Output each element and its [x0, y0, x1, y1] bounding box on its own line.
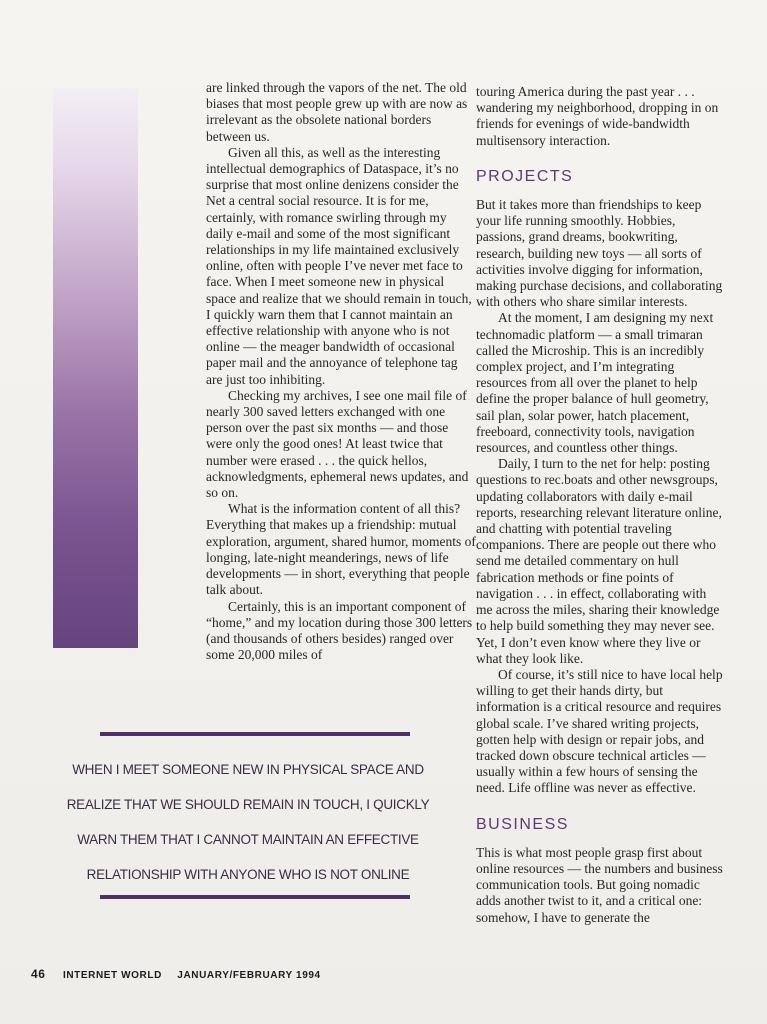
- body-paragraph: Certainly, this is an important component of “home,” and my location during those 300 letters (and thousands of others besides) ranged over some 20,000 miles of: [206, 598, 473, 663]
- body-paragraph: What is the information content of all this? Everything that makes up a friendship: mutual exploration, argument, shared humor, moments of longing, late-night meanderings, news of life developments — in short, everything that people talk about.: [206, 501, 476, 598]
- body-paragraph: Given all this, as well as the interesting intellectual demographics of Dataspace, it’s no surprise that most online denizens consider the Net a central social resource. It is for me, certainly, with romance swirling through my daily e-mail and some of the most significant relationships in my life maintained exclusively online, often with people I’ve never met face to face. When I meet someone new in physical space and realize that we should remain in touch, I quickly warn them that I cannot maintain an effective relationship with anyone who is not online — the meager bandwidth of occasional paper mail and the annoyance of telephone tag are just too inhibiting.: [206, 144, 472, 387]
- body-paragraph: Checking my archives, I see one mail file of nearly 300 saved letters exchanged with one person over the past six months — and those were only the good ones! At least twice that number were erased . . . the quick hellos, acknowledgments, ephemeral news updates, and so on.: [206, 387, 469, 501]
- decorative-gradient-bar: [53, 88, 138, 648]
- issue-date: JANUARY/FEBRUARY 1994: [177, 970, 321, 981]
- pull-quote-rule-bottom: [100, 895, 410, 899]
- page-number: 46: [31, 967, 46, 981]
- pull-quote-line: WARN THEM THAT I CANNOT MAINTAIN AN EFFECTIVE: [77, 832, 419, 847]
- magazine-name: INTERNET WORLD: [62, 970, 162, 981]
- middle-column: [206, 80, 476, 663]
- section-heading-projects: PROJECTS: [476, 167, 574, 185]
- pull-quote-line: REALIZE THAT WE SHOULD REMAIN IN TOUCH, I QUICKLY: [66, 797, 430, 812]
- body-paragraph: Daily, I turn to the net for help: posting questions to rec.boats and other newsgroups, updating collaborators with daily e-mail reports, researching relevant literature online, and chatting with potential traveling companions. There are people out there who send me detailed commentary on hull fabrication methods or fine points of navigation . . . in effect, collaborating with me across the miles, sharing their knowledge to help build something they may never see. Yet, I don’t even know where they live or what they look like.: [476, 456, 722, 666]
- body-paragraph: This is what most people grasp first about online resources — the numbers and business communication tools. But going nomadic adds another twist to it, and a critical one: somehow, I have to generate the: [476, 844, 723, 925]
- right-column: [476, 84, 726, 926]
- body-paragraph: At the moment, I am designing my next technomadic platform — a small trimaran called the Microship. This is an incredibly complex project, and I’m integrating resources from all over the planet to help define the proper balance of hull geometry, sail plan, solar power, hatch placement, freeboard, connectivity tools, navigation resources, and countless other things.: [476, 310, 714, 456]
- pull-quote-line: WHEN I MEET SOMEONE NEW IN PHYSICAL SPACE AND: [72, 762, 424, 777]
- body-paragraph: Of course, it’s still nice to have local help willing to get their hands dirty, but information is a critical resource and requires global scale. I’ve shared writing projects, gotten help with design or repair jobs, and tracked down obscure technical articles — usually within a few hours of sensing the need. Life offline was never as effective.: [476, 666, 723, 796]
- body-paragraph: touring America during the past year . . . wandering my neighborhood, dropping in on friends for evenings of wide-bandwidth multisensory interaction.: [476, 84, 719, 148]
- pull-quote-rule-top: [100, 732, 410, 736]
- page-footer: [31, 967, 321, 981]
- pull-quote: [62, 752, 434, 892]
- body-paragraph: are linked through the vapors of the net. The old biases that most people grew up with are now as irrelevant as the obsolete national borders between us.: [206, 80, 468, 144]
- section-heading-business: BUSINESS: [476, 815, 569, 833]
- pull-quote-line: RELATIONSHIP WITH ANYONE WHO IS NOT ONLINE: [86, 867, 410, 882]
- body-paragraph: But it takes more than friendships to keep your life running smoothly. Hobbies, passions, grand dreams, bookwriting, research, building new toys — all sorts of activities involve digging for information, making purchase decisions, and collaborating with others who share similar interests.: [476, 197, 723, 310]
